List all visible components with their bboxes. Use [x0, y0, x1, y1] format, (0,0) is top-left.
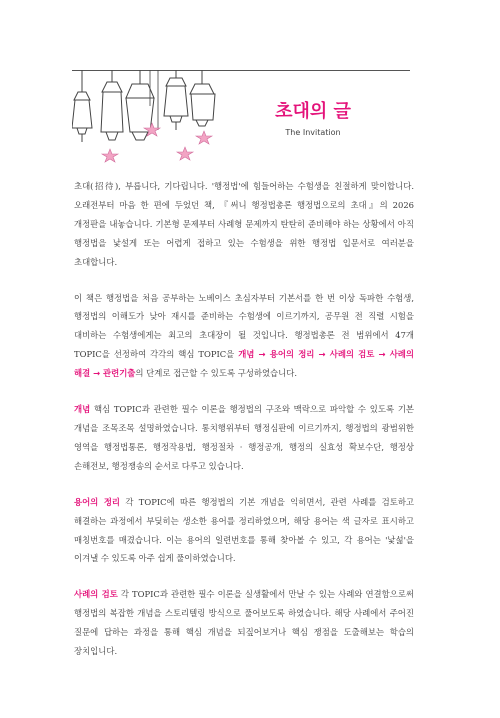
title-block	[270, 97, 356, 137]
case-review-text: 각 TOPIC과 관련한 필수 이론을 실생활에서 만날 수 있는 사례와 연결함으로써 행정법의 복잡한 개념을 스토리텔링 방식으로 풀어보도록 하였습니다. 해당 사례에서 주어진 질문에 답하는 과정을 통해 핵심 개념을 되짚어보거나 핵심 쟁점을 도출해보는 학습의 장치입니다.	[74, 589, 414, 657]
paragraph-concept	[74, 400, 414, 476]
star-icon	[102, 149, 118, 162]
structure-text: 이 책은 행정법을 처음 공부하는 노베이스 초심자부터 기본서를 한 번 이상 독파한 수험생, 행정법의 이해도가 낮아 재시를 준비하는 수험생에 이르기까지, 공무원 전 직렬 시험을 대비하는 수험생에게는 최고의 초대장이 될 것입니다. 행정법총론 전 범위에서 47개 TOPIC을 선정하여 각각의 핵심 TOPIC을	[74, 292, 414, 360]
concept-heading: 개념	[74, 404, 91, 415]
invitation-body	[74, 177, 414, 678]
structure-steps: 개념 → 용어의 정리 → 사례의 검토 → 사례의 해결 → 관련기출	[74, 349, 414, 379]
case-review-heading: 사례의 검토	[74, 589, 118, 600]
paragraph-case-review	[74, 585, 414, 661]
paragraph-structure	[74, 289, 414, 384]
terms-heading: 용어의 정리	[74, 496, 121, 507]
structure-text-end: 의 단계로 접근할 수 있도록 구성하였습니다.	[135, 368, 297, 379]
lantern-decoration	[72, 70, 232, 166]
concept-text: 핵심 TOPIC과 관련한 필수 이론을 행정법의 구조와 맥락으로 파악할 수 있도록 기본 개념을 조목조목 설명하였습니다. 통치행위부터 행정심판에 이르기까지, 행정법의 광범위한 영역을 행정법통론, 행정작용법, 행정절차 · 행정공개, 행정의 실효성 확보수단, 행정상 손해전보, 행정쟁송의 순서로 다루고 있습니다.	[74, 404, 414, 471]
star-icon	[196, 131, 212, 144]
page-subtitle: The Invitation	[285, 128, 341, 137]
paragraph-intro: 초대(招待), 부릅니다, 기다립니다. '행정법'에 힘들어하는 수험생을 친절하게 맞이합니다. 오래전부터 마음 한 편에 두었던 책, 『써니 행정법총론 행정법으로의 초대』의 2026 개정판을 내놓습니다. 기본형 문제부터 사례형 문제까지 탄탄히 준비해야 하는 상황에서 아직 행정법을 낯설게 또는 어렵게 접하고 있는 수험생을 위한 행정법 입문서로 여러분을 초대합니다.	[74, 181, 414, 267]
star-icon	[177, 147, 193, 160]
terms-text: 각 TOPIC에 따른 행정법의 기본 개념을 익히면서, 관련 사례를 검토하고 해결하는 과정에서 부딪히는 생소한 용어를 정리하였으며, 해당 용어는 색 글자로 표시하고 매칭번호를 매겼습니다. 이는 용어의 일련번호를 통해 찾아볼 수 있고, 각 용어는 '낯섦'을 이겨낼 수 있도록 아주 쉽게 풀이하였습니다.	[74, 496, 414, 564]
paragraph-terms	[74, 493, 414, 569]
page-title: 초대의 글	[275, 101, 351, 122]
